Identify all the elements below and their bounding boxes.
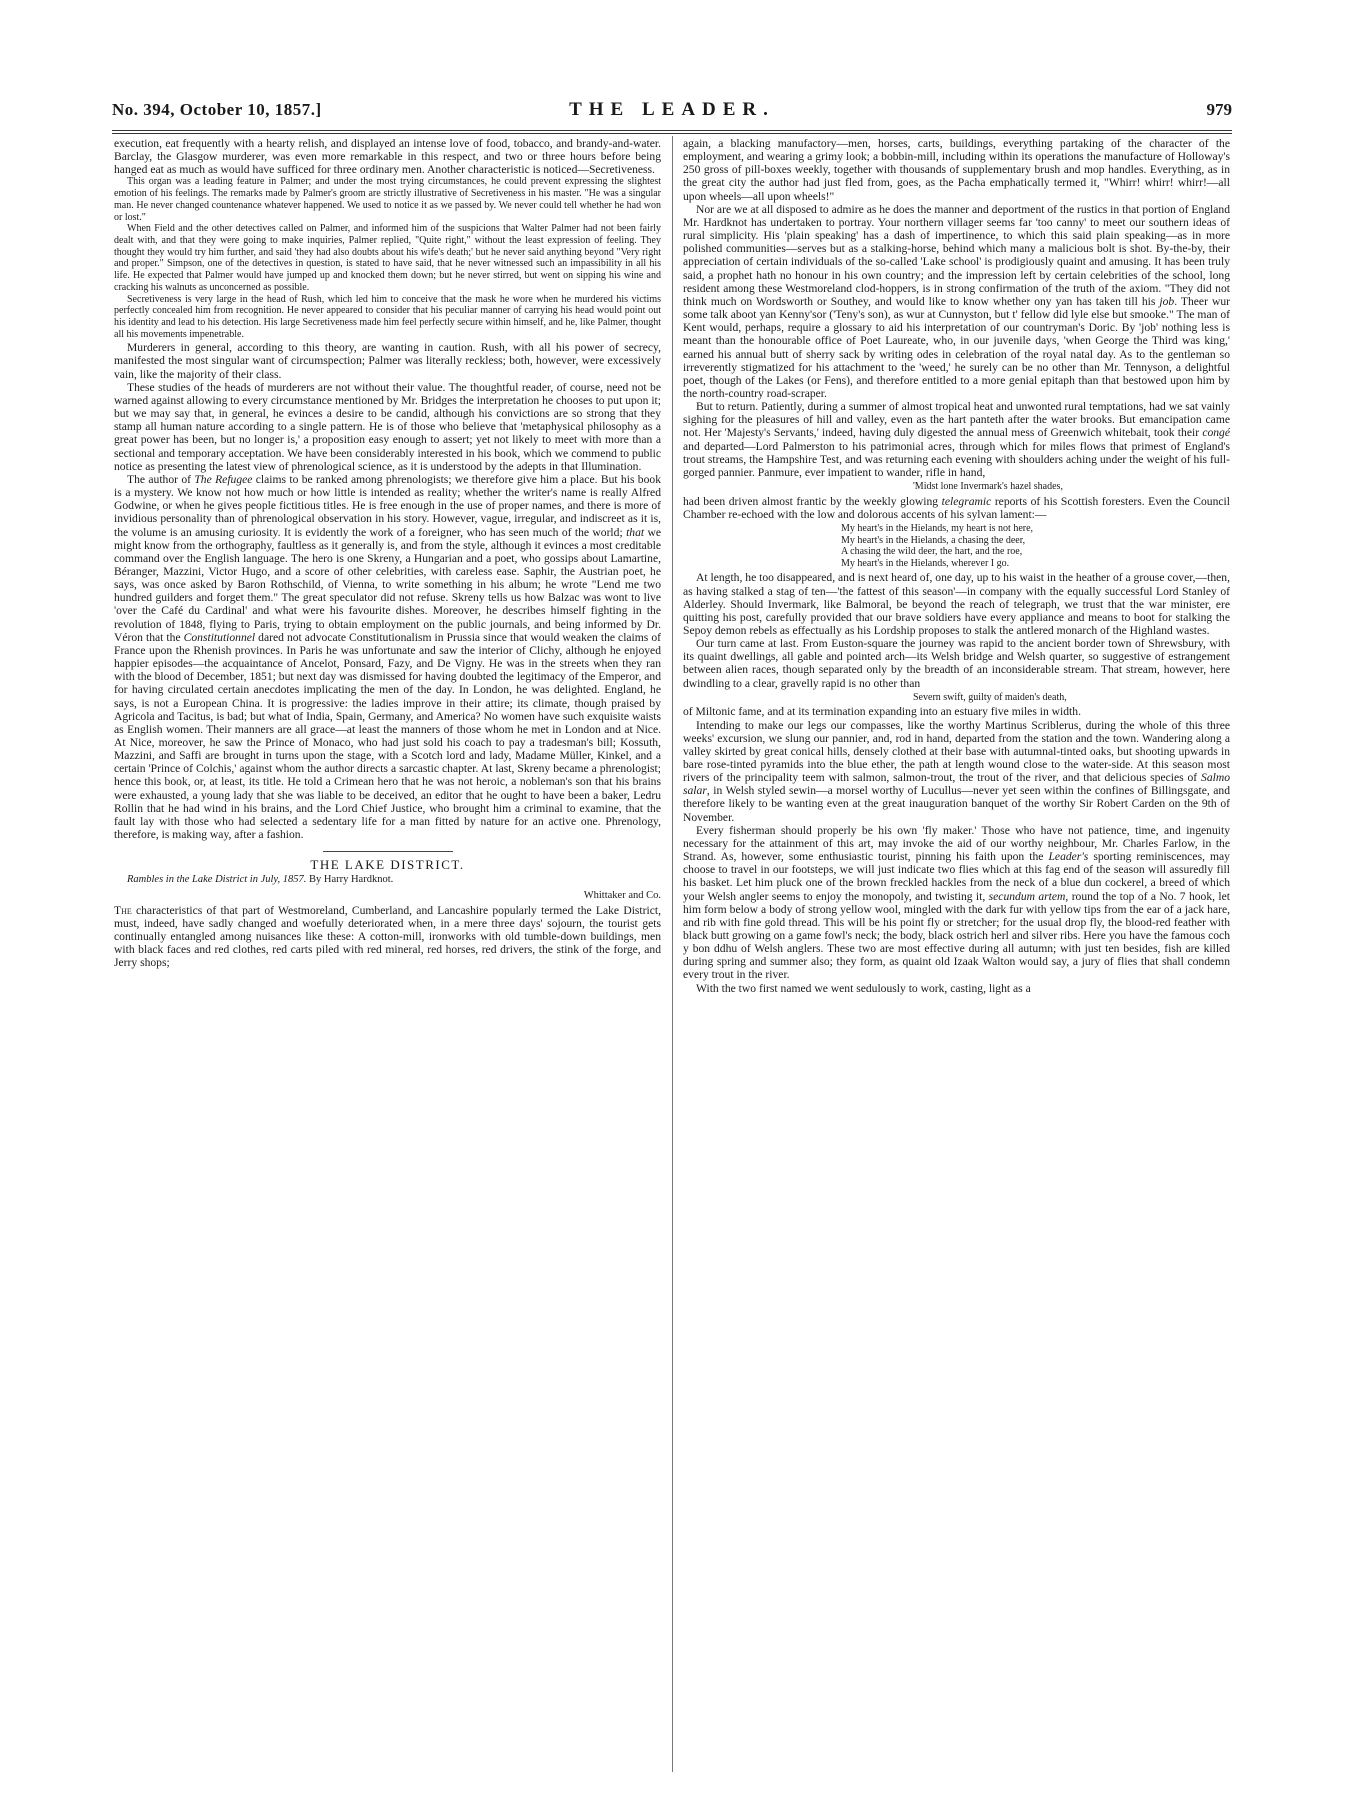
paragraph: The characteristics of that part of Westmoreland, Cumberland, and Lancashire popularly termed the Lake District, must, indeed, have sadly changed and woefully deteriorated when, in a mere three days' sojourn, the tourist gets continually entangled among nuisances like these: A cotton-mill, ironworks with old tumble-down buildings, men with black faces and red clothes, red carts piled with red mineral, red horses, red drivers, the stink of the forge, and Jerry shops; xyxy=(114,903,661,970)
paragraph: These studies of the heads of murderers are not without their value. The thoughtful reader, of course, need not be warned against allowing to every circumstance mentioned by Mr. Bridges the interpretation he chooses to put upon it; but we may say that, in general, he evinces a desire to be candid, although his convictions are so strong that they stamp all human nature according to a single pattern. He is of those who believe that 'metaphysical philosophy as a great power has been, but no longer is,' a proposition easy enough to assert; yet not likely to meet with more than a sectional and temporary acceptation. We have been considerably interested in his book, which we commend to public notice as presenting the latest view of phrenological science, as it is understood by the adepts in that Illumination. xyxy=(114,380,661,473)
verse-stanza: My heart's in the Hielands, my heart is not here, My heart's in the Hielands, a chasing the deer, A chasing the wild deer, the hart, and the roe, My heart's in the Hielands, wherever I go. xyxy=(841,522,1034,569)
paragraph: At length, he too disappeared, and is next heard of, one day, up to his waist in the heather of a grouse cover,—then, as having stalked a stag of ten—'the fattest of this season'—in company with the equally successful Lord Stanley of Alderley. Should Invermark, like Balmoral, be beyond the reach of telegraph, we trust that the war minister, ere quitting his post, carefully provided that our brave soldiers have every appliance and means to boot for stalking the Sepoy demon rebels as effectually as his Lordship proposes to stalk the antlered monarch of the Highland wastes. xyxy=(683,571,1230,637)
issue-date: No. 394, October 10, 1857.] xyxy=(112,100,322,119)
paragraph: But to return. Patiently, during a summer of almost tropical heat and unwonted rural temptations, had we sat vainly sighing for the pleasures of hill and valley, even as the hart panteth after the water brooks. But emancipation came not. Her 'Majesty's Servants,' indeed, having duly digested the annual mess of Greenwich whitebait, took their congé and departed—Lord Palmerston to his patrimonial acres, through which for miles flows that primest of England's trout streams, the Hampshire Test, and was returning each evening with shoulders aching under the weight of his full-gorged pannier. Panmure, ever impatient to wander, rifle in hand, xyxy=(683,400,1230,479)
review-byline: Rambles in the Lake District in July, 1857. By Harry Hardknot. xyxy=(127,874,394,886)
paragraph: Nor are we at all disposed to admire as he does the manner and deportment of the rustics in that portion of England Mr. Hardknot has undertaken to portray. Your northern villager seems far 'too canny' to meet our southern ideas of rural simplicity. His 'plain speaking' has a dash of impertinence, to which this said plain speaking—as in more polished communities—serves but as a stalking-horse, behind which many a malicious bolt is shot. By-the-by, their appreciation of certain individuals of the so-called 'Lake school' is prodigiously quaint and amusing. It has been truly said, a prophet hath no honour in his own country; and the impression left by certain celebrities of the school, long resident among these Westmoreland clod-hoppers, is in strong confirmation of the truth of the axiom. "They did not think much on Wordsworth or Southey, and would like to know whether ony yan has taken till his job. Theer wur some talk aboot yan Kenny'sor ('Teny's son), as wur at Cunnyston, but t' fellow did lyle else but smooke." The man of Kent would, perhaps, require a glossary to aid his interpretation of our countryman's Doric. By 'job' nothing less is meant than the honourable office of Poet Laureate, who, in our juvenile days, 'when George the Third was king,' earned his annual butt of sherry sack by writing odes in celebration of the royal natal day. As to the gentleman so irreverently stigmatized for his attachment to the 'weed,' he surely can be no other than Mr. Tennyson, a delightful poet, though of the Lakes (or Fens), and therefore entitled to a more genial epitaph than that bestowed upon him by the north-country road-scraper. xyxy=(683,202,1230,400)
verse-line: 'Midst lone Invermark's hazel shades, xyxy=(913,481,1063,493)
quoted-paragraph: This organ was a leading feature in Palmer; and under the most trying circumstances, he could prevent expressing the slightest emotion of his feelings. The remarks made by Palmer's groom are strictly illustrative of Secretiveness in his master. "He was a singular man. He never changed countenance whatever happened. We used to notice it as we passed by. We never could tell whether he had won or lost." xyxy=(114,176,661,223)
paragraph: execution, eat frequently with a hearty relish, and displayed an intense love of food, tobacco, and brandy-and-water. Barclay, the Glasgow murderer, was even more remarkable in this respect, and two or three hours before being hanged eat as much as would have sufficed for three ordinary men. Another characteristic is noticed—Secretiveness. xyxy=(114,137,661,177)
quoted-paragraph: Secretiveness is very large in the head of Rush, which led him to conceive that the mask he wore when he murdered his victims perfectly concealed him from recognition. He never appeared to consider that his peculiar manner of carrying his head would point out his identity and lead to his detection. His large Secretiveness made him feel perfectly secure within himself, and he, like Palmer, thought all his movements impenetrable. xyxy=(114,293,661,340)
verse-line: Severn swift, guilty of maiden's death, xyxy=(913,691,1067,703)
section-rule xyxy=(323,851,453,852)
paragraph: Our turn came at last. From Euston-square the journey was rapid to the ancient border town of Shrewsbury, with its quaint dwellings, all gable and pointed arch—its Welsh bridge and Welsh quarter, so suggestive of estrangement between alien races, though separated only by the breadth of an inconsiderable stream. That stream, however, here dwindling to a clear, gravelly rapid is no other than xyxy=(683,637,1230,690)
paragraph: Every fisherman should properly be his own 'fly maker.' Those who have not patience, time, and ingenuity necessary for the attainment of this art, may invoke the aid of our worthy neighbour, Mr. Charles Farlow, in the Strand. As, however, some enthusiastic tourist, pinning his faith upon the Leader's sporting reminiscences, may choose to travel in our footsteps, we will just indicate two flies which at this fag end of the season will assuredly fill his basket. Let him pluck one of the brown freckled hackles from the neck of a blue dun cockerel, a breed of which your Welsh angler seems to enjoy the monopoly, and twisting it, secundum artem, round the top of a No. 7 hook, let him form below a body of strong yellow wool, mingled with the dark fur with yellow tips from the ear of a jack hare, and rib with fine gold thread. This will be his point fly or stretcher; for the usual drop fly, the blood-red feather with black butt growing on a game fowl's neck; the body, black ostrich herl and silver ribs. Here you have the famous coch y bon ddhu of Welsh anglers. These two are most effective during all autumn; with just ten besides, fish are killed during spring and summer also; they form, as quaint old Izaak Walton would say, a jury of flies that shall condemn every trout in the river. xyxy=(683,823,1230,982)
paragraph: again, a blacking manufactory—men, horses, carts, buildings, everything partaking of the character of the employment, and wearing a grimy look; a bobbin-mill, including within its operations the manufacture of Holloway's 250 gross of pill-boxes weekly, together with thousands of supplementary brush and mop handles. Everything, as in the great city the author had just fled from, goes, as the Pacha emphatically termed it, "Whirr! whirr! whirr!—all upon wheels—all upon wheels!" xyxy=(683,137,1230,203)
page-header xyxy=(112,100,1232,128)
left-column xyxy=(114,137,661,1775)
quoted-paragraph: When Field and the other detectives called on Palmer, and informed him of the suspicions that Walter Palmer had not been fairly dealt with, and that they were going to make inquiries, Palmer replied, "Quite right," without the least expression of feeling. They thought they would try him further, and said 'they had also doubts about his wife's death;' but he never said anything beyond "Very right and proper." Simpson, one of the detectives in question, is stated to have said, that he never witnessed such an impassibility in all his life. He expected that Palmer would have jumped up and knocked them down; but he never stirred, but went on sipping his wine and cracking his walnuts as unconcerned as possible. xyxy=(114,223,661,293)
paragraph: had been driven almost frantic by the weekly glowing telegramic reports of his Scottish foresters. Even the Council Chamber re-echoed with the low and dolorous accents of his sylvan lament:— xyxy=(683,494,1230,521)
section-title: THE LAKE DISTRICT. xyxy=(310,857,465,873)
paragraph: The author of The Refugee claims to be ranked among phrenologists; we therefore give him a place. But his book is a mystery. We know not how much or how little is intended as reality; whether the writer's name is really Alfred Godwine, or when he gives people fictitious titles. He is free enough in the use of proper names, and there is more of invidious personality than of phrenological observation in his story. However, vague, irregular, and indiscreet as it is, the volume is an amusing curiosity. It is evidently the work of a foreigner, who has seen much of the world; that we might know from the orthography, faultless as it generally is, and from the style, although it evinces a most creditable command over the English language. The hero is one Skreny, a Hungarian and a poet, who gossips about Lamartine, Béranger, Mazzini, Victor Hugo, and a score of other celebrities, with careless ease. Saphir, the Austrian poet, he says, was once asked by Baron Rothschild, of Vienna, to write something in his album; he wrote "Lend me two hundred guilders and forget them." The great speculator did not refuse. Skreny tells us how Balzac was wont to live 'over the Café du Cardinal' and what were his favourite dishes. Moreover, he describes himself fighting in the revolution of 1848, flying to Paris, trying to obtain employment on the public journals, and being informed by Dr. Véron that the Constitutionnel dared not advocate Constitutionalism in Prussia since that would weaken the claims of France upon the Rhenish provinces. In Paris he was unfortunate and saw the interior of Clichy, although he enjoyed happier episodes—the acquaintance of Ancelot, Ponsard, Fazy, and De Vigny. He was in the streets when they ran with the blood of December, 1851; but next day was dismissed for having doubted the legitimacy of the Emperor, and for having circulated certain anecdotes implicating the men of the day. In London, he was delighted. England, he says, is not a European China. It is progressive: the ladies improve in their attire; its climate, though praised by Agricola and Tacitus, is bad; but what of India, Spain, Germany, and America? No women have such exquisite waists as English women. Their manners are all grace—at least the manners of those whom he met in London and at Nice. At Nice, moreover, he saw the Prince of Monaco, who had just sold his coach to pay a tradesman's bill; Kossuth, Mazzini, and Saffi are brought in turns upon the stage, with a Scotch lord and lady, Madame Müller, Kinkel, and a certain 'Prince of Colchis,' against whom the author directs a sarcastic chapter. At last, Skreny became a phrenologist; hence this book, or, at least, its title. He told a Crimean hero that he was not heroic, a nobleman's son that his brains were exhausted, a young lady that she was liable to be deceived, an editor that he ought to have been a baker, Ledru Rollin that he had wind in his brains, and the Lord Chief Justice, who brought him a criminal to examine, that the fault lay with those who had selected a sedentary life for a man fitted by nature for an active one. Phrenology, therefore, is making way, after a fashion. xyxy=(114,472,661,842)
paragraph: With the two first named we went sedulously to work, casting, light as a xyxy=(696,981,1031,995)
publisher: Whittaker and Co. xyxy=(583,889,661,901)
header-rule xyxy=(112,130,1232,131)
column-divider xyxy=(672,136,673,1772)
page-number: 979 xyxy=(1206,100,1232,119)
paragraph: Murderers in general, according to this theory, are wanting in caution. Rush, with all his power of secrecy, manifested the most singular want of circumspection; Palmer was literally reckless; both, however, were excessively vain, like the majority of their class. xyxy=(114,341,661,381)
masthead-title: THE LEADER. xyxy=(569,99,775,120)
right-column xyxy=(683,137,1230,1775)
paragraph: Intending to make our legs our compasses, like the worthy Martinus Scriblerus, during the whole of this three weeks' excursion, we slung our pannier, and, rod in hand, departed from the station and the town. Wandering along a valley skirted by great conical hills, densely clothed at their base with autumnal-tinted oaks, but shooting upwards in bare rose-tinted pyramids into the blue ether, the path at length wound close to the water-side. At this season most rivers of the principality teem with salmon, salmon-trout, the trout of the river, and that delicious species of Salmo salar, in Welsh styled sewin—a morsel worthy of Lucullus—never yet seen within the confines of Billingsgate, and therefore likely to be wanting even at the great inauguration banquet of the worthy Sir Robert Carden on the 9th of November. xyxy=(683,718,1230,824)
paragraph: of Miltonic fame, and at its termination expanding into an estuary five miles in width. xyxy=(683,705,1081,719)
header-rule-lower xyxy=(112,133,1232,134)
